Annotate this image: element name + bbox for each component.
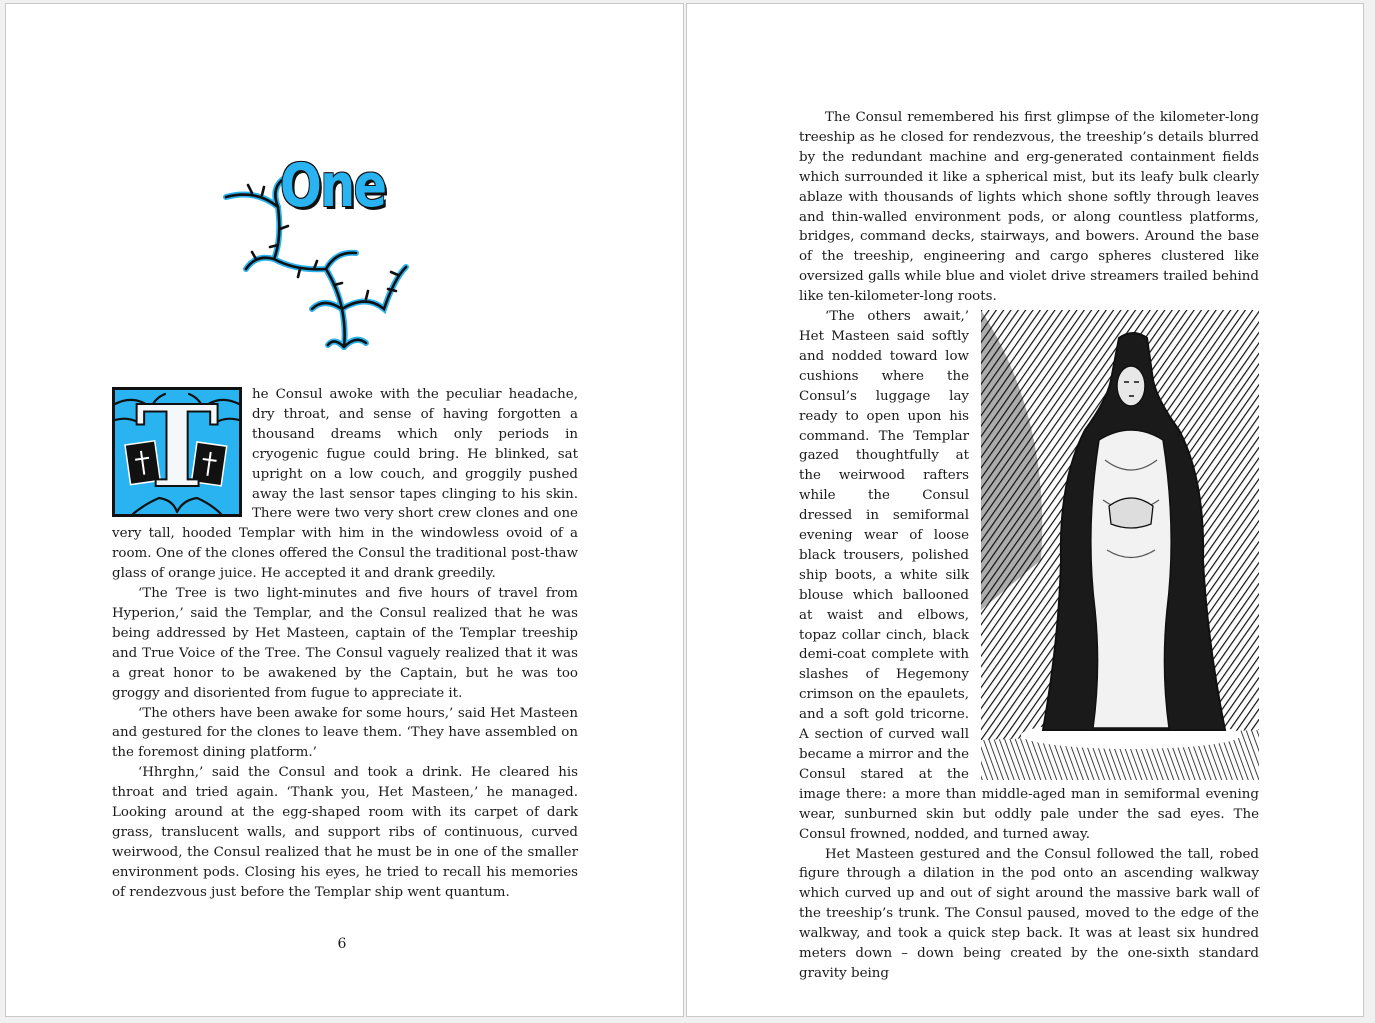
right-body-text — [799, 108, 1259, 984]
left-page — [5, 3, 684, 1017]
paragraph — [799, 307, 1259, 844]
chapter-title: One — [280, 151, 386, 221]
page-number: 6 — [337, 936, 347, 952]
drop-cap — [112, 387, 242, 517]
paragraph: he Consul awoke with the peculiar headache, dry throat, and sense of having forgotten a thousand dreams which only periods in cryogenic fugue could bring. He blinked, sat upright on a low couch, and groggily pushed away the last sensor tapes clinging to his skin. There were two very short crew clones and one very tall, hooded Templar with him in the windowless ovoid of a room. One of the clones offered the Consul the traditional post-thaw glass of orange juice. He accepted it and drank greedily. — [112, 387, 578, 582]
right-page — [686, 3, 1364, 1017]
drop-cap-letter: T — [135, 387, 219, 513]
paragraph: Het Masteen gestured and the Consul followed the tall, robed figure through a dilation in the pod onto an ascending walkway which curved up and out of sight around the massive bark wall of the treeship’s trunk. The Consul paused, moved to the edge of the walkway, and took a quick step back. It was at least six hundred meters down – down being created by the one-sixth standard gravity being — [799, 846, 1259, 981]
paragraph: ‘The Tree is two light-minutes and five hours of travel from Hyperion,’ said the Templar, and the Consul realized that he was being addressed by Het Masteen, captain of the Templar treeship and True Voice of the Tree. The Consul vaguely realized that it was a great honor to be awakened by the Captain, but he was too groggy and disoriented from fugue to appreciate it. — [112, 586, 578, 701]
paragraph: The Consul remembered his first glimpse of the kilometer-long treeship as he closed for rendezvous, the treeship’s details blurred by the redundant machine and erg-generated containment fields which surrounded it like a spherical mist, but its leafy bulk clearly ablaze with thousands of lights which shone softly through leaves and thin-walled environment pods, or along countless platforms, bridges, command decks, stairways, and bowers. Around the base of the treeship, engineering and cargo spheres clustered like oversized galls while blue and violet drive streamers trailed behind like ten-kilometer-long roots. — [799, 110, 1259, 305]
hooded-templar-illustration — [981, 310, 1259, 780]
paragraph-text: ‘The others await,’ Het Masteen said softly and nodded toward low cushions where the Consul’s luggage lay ready to open upon his command. The Templar gazed thoughtfully at the weirwood rafters while the Consul dressed in semiformal evening wear of loose black trousers, polished ship boots, a white silk blouse which ballooned at waist and elbows, topaz collar cinch, black demi-coat complete with slashes of Hegemony crimson on the epaulets, and a soft gold tricorne. A section of curved wall became a mirror and the Consul stared at the image there: a more than middle-aged man in semiformal evening wear, sunburned skin but oddly pale under the sad eyes. The Consul frowned, nodded, and turned away. — [799, 309, 1259, 842]
paragraph: ‘Hhrghn,’ said the Consul and took a drink. He cleared his throat and tried again. ‘Thank you, Het Masteen,’ he managed. Looking around at the egg-shaped room with its carpet of dark grass, translucent walls, and support ribs of continuous, curved weirwood, the Consul realized that he must be in one of the smaller environment pods. Closing his eyes, he tried to recall his memories of rendezvous just before the Templar ship went quantum. — [112, 765, 578, 900]
paragraph: ‘The others have been awake for some hours,’ said Het Masteen and gestured for the clones to leave them. ‘They have assembled on the foremost dining platform.’ — [112, 705, 578, 761]
left-body-text — [112, 385, 578, 903]
